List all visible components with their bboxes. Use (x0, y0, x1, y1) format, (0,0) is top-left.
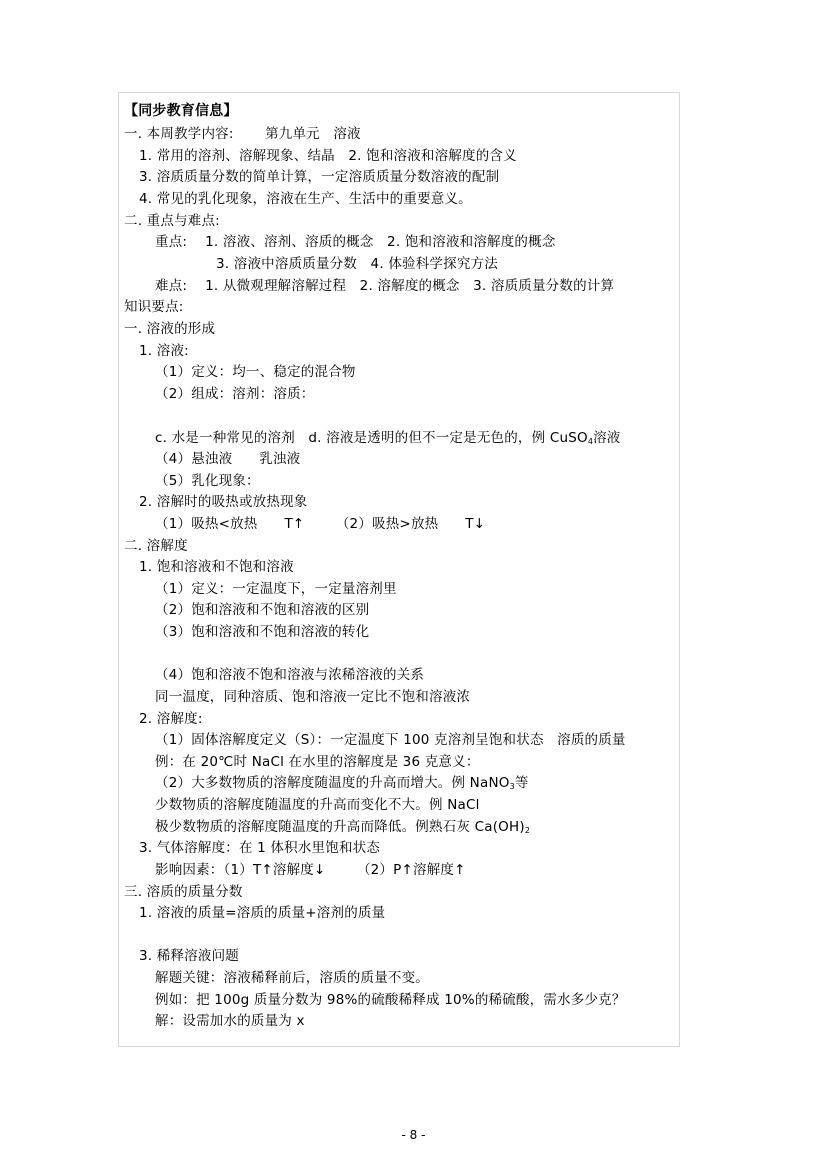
frame-right (679, 92, 680, 1047)
solution-notes-text: c. 水是一种常见的溶剂 d. 溶液是透明的但不一定是无色的，例 CuSO (155, 430, 588, 446)
saturated-definition: （1）定义：一定温度下，一定量溶剂里 (155, 581, 397, 597)
solution-heading: 1. 溶液: (139, 343, 189, 359)
knowledge-heading: 知识要点: (124, 299, 184, 315)
heat-heading: 2. 溶解时的吸热或放热现象 (139, 494, 308, 510)
emulsification: （5）乳化现象： (155, 473, 260, 489)
frame-left (118, 92, 119, 1047)
increase-end: 等 (514, 775, 529, 791)
dilution-heading: 3. 稀释溶液问题 (139, 948, 239, 964)
influencing-factors: 影响因素：（1）T↑溶解度↓ （2）P↑溶解度↑ (155, 862, 466, 878)
solid-solubility-definition: （1）固体溶解度定义（S）：一定温度下 100 克溶剂呈饱和状态 溶质的质量 (155, 732, 626, 748)
frame-top (118, 92, 680, 93)
little-change: 少数物质的溶解度随温度的升高而变化不大。例 NaCl (155, 797, 480, 813)
key-points-line-1: 重点: 1. 溶液、溶剂、溶质的概念 2. 饱和溶液和溶解度的概念 (155, 234, 556, 250)
difficult-points: 难点: 1. 从微观理解溶解过程 2. 溶解度的概念 3. 溶质质量分数的计算 (155, 278, 615, 294)
solution-notes (155, 429, 621, 447)
content-item-1-2: 1. 常用的溶剂、溶解现象、结晶 2. 饱和溶液和溶解度的含义 (139, 148, 517, 164)
heat-cases: （1）吸热<放热 T↑ （2）吸热>放热 T↓ (155, 516, 486, 532)
part-3-heading: 三. 溶质的质量分数 (124, 884, 243, 900)
content-item-4: 4. 常见的乳化现象，溶液在生产、生活中的重要意义。 (139, 191, 472, 207)
mass-formula: 1. 溶液的质量=溶质的质量+溶剂的质量 (139, 905, 386, 921)
solution-notes-end: 溶液 (593, 430, 621, 446)
frame-bottom (118, 1046, 680, 1047)
content-item-3: 3. 溶质质量分数的简单计算，一定溶质质量分数溶液的配制 (139, 169, 500, 185)
suspension-emulsion: （4）悬浊液 乳浊液 (155, 451, 301, 467)
increase-with-temp (155, 774, 529, 792)
decrease-with-temp (155, 818, 530, 836)
nacl-example: 例：在 20℃时 NaCl 在水里的溶解度是 36 克意义： (155, 754, 480, 770)
saturated-heading: 1. 饱和溶液和不饱和溶液 (139, 559, 294, 575)
increase-text: （2）大多数物质的溶解度随温度的升高而增大。例 NaNO (155, 775, 510, 791)
same-temperature-note: 同一温度，同种溶质、饱和溶液一定比不饱和溶液浓 (155, 689, 471, 705)
part-2-heading: 二. 溶解度 (124, 538, 188, 554)
dilution-example: 例如：把 100g 质量分数为 98%的硫酸稀释成 10%的稀硫酸，需水多少克？ (155, 992, 626, 1008)
decrease-text: 极少数物质的溶解度随温度的升高而降低。例熟石灰 Ca(OH) (155, 819, 525, 835)
saturated-conversion: （3）饱和溶液和不饱和溶液的转化 (155, 624, 370, 640)
subscript-4: 4 (587, 437, 594, 446)
saturated-concentration: （4）饱和溶液不饱和溶液与浓稀溶液的关系 (155, 667, 425, 683)
solution-definition: （1）定义：均一、稳定的混合物 (155, 364, 356, 380)
page-number: - 8 - (401, 1128, 426, 1142)
key-points-line-2: 3. 溶液中溶质质量分数 4. 体验科学探究方法 (216, 256, 498, 272)
saturated-difference: （2）饱和溶液和不饱和溶液的区别 (155, 602, 370, 618)
solution-composition: （2）组成：溶剂：溶质： (155, 386, 315, 402)
solution-step: 解：设需加水的质量为 x (155, 1013, 305, 1029)
part-1-heading: 一. 溶液的形成 (124, 321, 216, 337)
section-2-heading: 二. 重点与难点: (124, 213, 220, 229)
dilution-key: 解题关键：溶液稀释前后，溶质的质量不变。 (155, 970, 429, 986)
subscript-2: 2 (524, 826, 531, 835)
section-1-heading: 一. 本周教学内容: 第九单元 溶液 (124, 126, 361, 142)
doc-title: 【同步教育信息】 (124, 103, 238, 119)
gas-solubility: 3. 气体溶解度：在 1 体积水里饱和状态 (139, 840, 381, 856)
subscript-3: 3 (509, 782, 515, 791)
solubility-heading: 2. 溶解度: (139, 711, 203, 727)
